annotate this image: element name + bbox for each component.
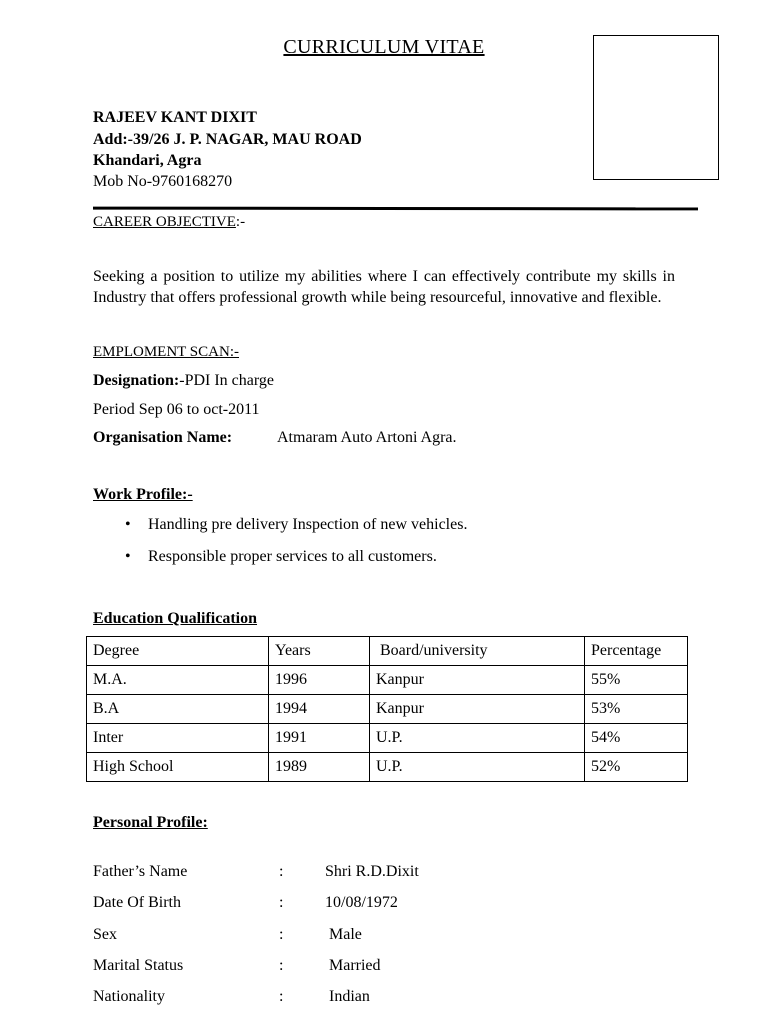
table-cell: 1991 — [269, 724, 370, 753]
sex-value: Male — [329, 926, 362, 943]
bullet-icon: • — [125, 516, 131, 533]
designation-line — [93, 372, 274, 390]
organisation-value: Atmaram Auto Artoni Agra. — [277, 429, 457, 446]
career-objective-heading — [93, 214, 245, 231]
table-cell: U.P. — [370, 753, 585, 782]
designation-label: Designation: — [93, 372, 180, 389]
career-objective-label: CAREER OBJECTIVE — [93, 214, 236, 230]
table-cell: 53% — [585, 695, 688, 724]
address-line-1: Add:-39/26 J. P. NAGAR, MAU ROAD — [93, 131, 362, 148]
table-cell: 55% — [585, 666, 688, 695]
table-cell: 54% — [585, 724, 688, 753]
table-cell: U.P. — [370, 724, 585, 753]
marital-status-value: Married — [329, 957, 381, 974]
table-cell: M.A. — [87, 666, 269, 695]
field-colon: : — [279, 988, 284, 1005]
work-profile-item-text: Responsible proper services to all customers. — [148, 548, 437, 565]
career-objective-suffix: :- — [235, 214, 246, 230]
education-heading: Education Qualification — [93, 610, 258, 627]
applicant-name: RAJEEV KANT DIXIT — [93, 109, 257, 126]
career-objective-text: Seeking a position to utilize my abilities where I can effectively contribute my skills in Industry that offers professional growth while being resourceful, innovative and flexible. — [93, 268, 675, 306]
work-profile-heading: Work Profile:- — [93, 486, 193, 503]
marital-status-label: Marital Status — [93, 957, 184, 974]
header-divider — [93, 207, 698, 211]
mobile-number: Mob No-9760168270 — [93, 173, 233, 190]
date-of-birth-value: 10/08/1972 — [325, 894, 398, 911]
designation-value: -PDI In charge — [179, 372, 275, 389]
table-cell: 1996 — [269, 666, 370, 695]
table-cell: 1989 — [269, 753, 370, 782]
work-profile-item — [125, 548, 437, 566]
field-colon: : — [279, 926, 284, 943]
address-line-2: Khandari, Agra — [93, 152, 202, 169]
employment-heading: EMPLOMENT SCAN:- — [93, 344, 239, 360]
fathers-name-label: Father’s Name — [93, 863, 188, 880]
field-colon: : — [279, 957, 284, 974]
personal-profile-heading: Personal Profile: — [93, 814, 208, 831]
employment-period: Period Sep 06 to oct-2011 — [93, 401, 260, 418]
table-cell: 52% — [585, 753, 688, 782]
nationality-value: Indian — [329, 988, 370, 1005]
fathers-name-value: Shri R.D.Dixit — [325, 863, 419, 880]
column-header: Board/university — [370, 637, 585, 666]
photo-placeholder — [593, 35, 719, 180]
date-of-birth-label: Date Of Birth — [93, 894, 181, 911]
education-table — [86, 636, 688, 782]
field-colon: : — [279, 863, 284, 880]
column-header: Percentage — [585, 637, 688, 666]
table-row — [87, 666, 688, 695]
table-cell: B.A — [87, 695, 269, 724]
table-cell: 1994 — [269, 695, 370, 724]
work-profile-item-text: Handling pre delivery Inspection of new vehicles. — [148, 516, 468, 533]
table-header-row — [87, 637, 688, 666]
table-row — [87, 753, 688, 782]
table-cell: High School — [87, 753, 269, 782]
work-profile-item — [125, 516, 467, 534]
column-header: Years — [269, 637, 370, 666]
nationality-label: Nationality — [93, 988, 165, 1005]
table-row — [87, 695, 688, 724]
field-colon: : — [279, 894, 284, 911]
table-cell: Inter — [87, 724, 269, 753]
table-cell: Kanpur — [370, 695, 585, 724]
document-title: CURRICULUM VITAE — [283, 36, 485, 58]
column-header: Degree — [87, 637, 269, 666]
table-cell: Kanpur — [370, 666, 585, 695]
table-row — [87, 724, 688, 753]
sex-label: Sex — [93, 926, 117, 943]
bullet-icon: • — [125, 548, 131, 565]
organisation-label: Organisation Name: — [93, 429, 233, 446]
